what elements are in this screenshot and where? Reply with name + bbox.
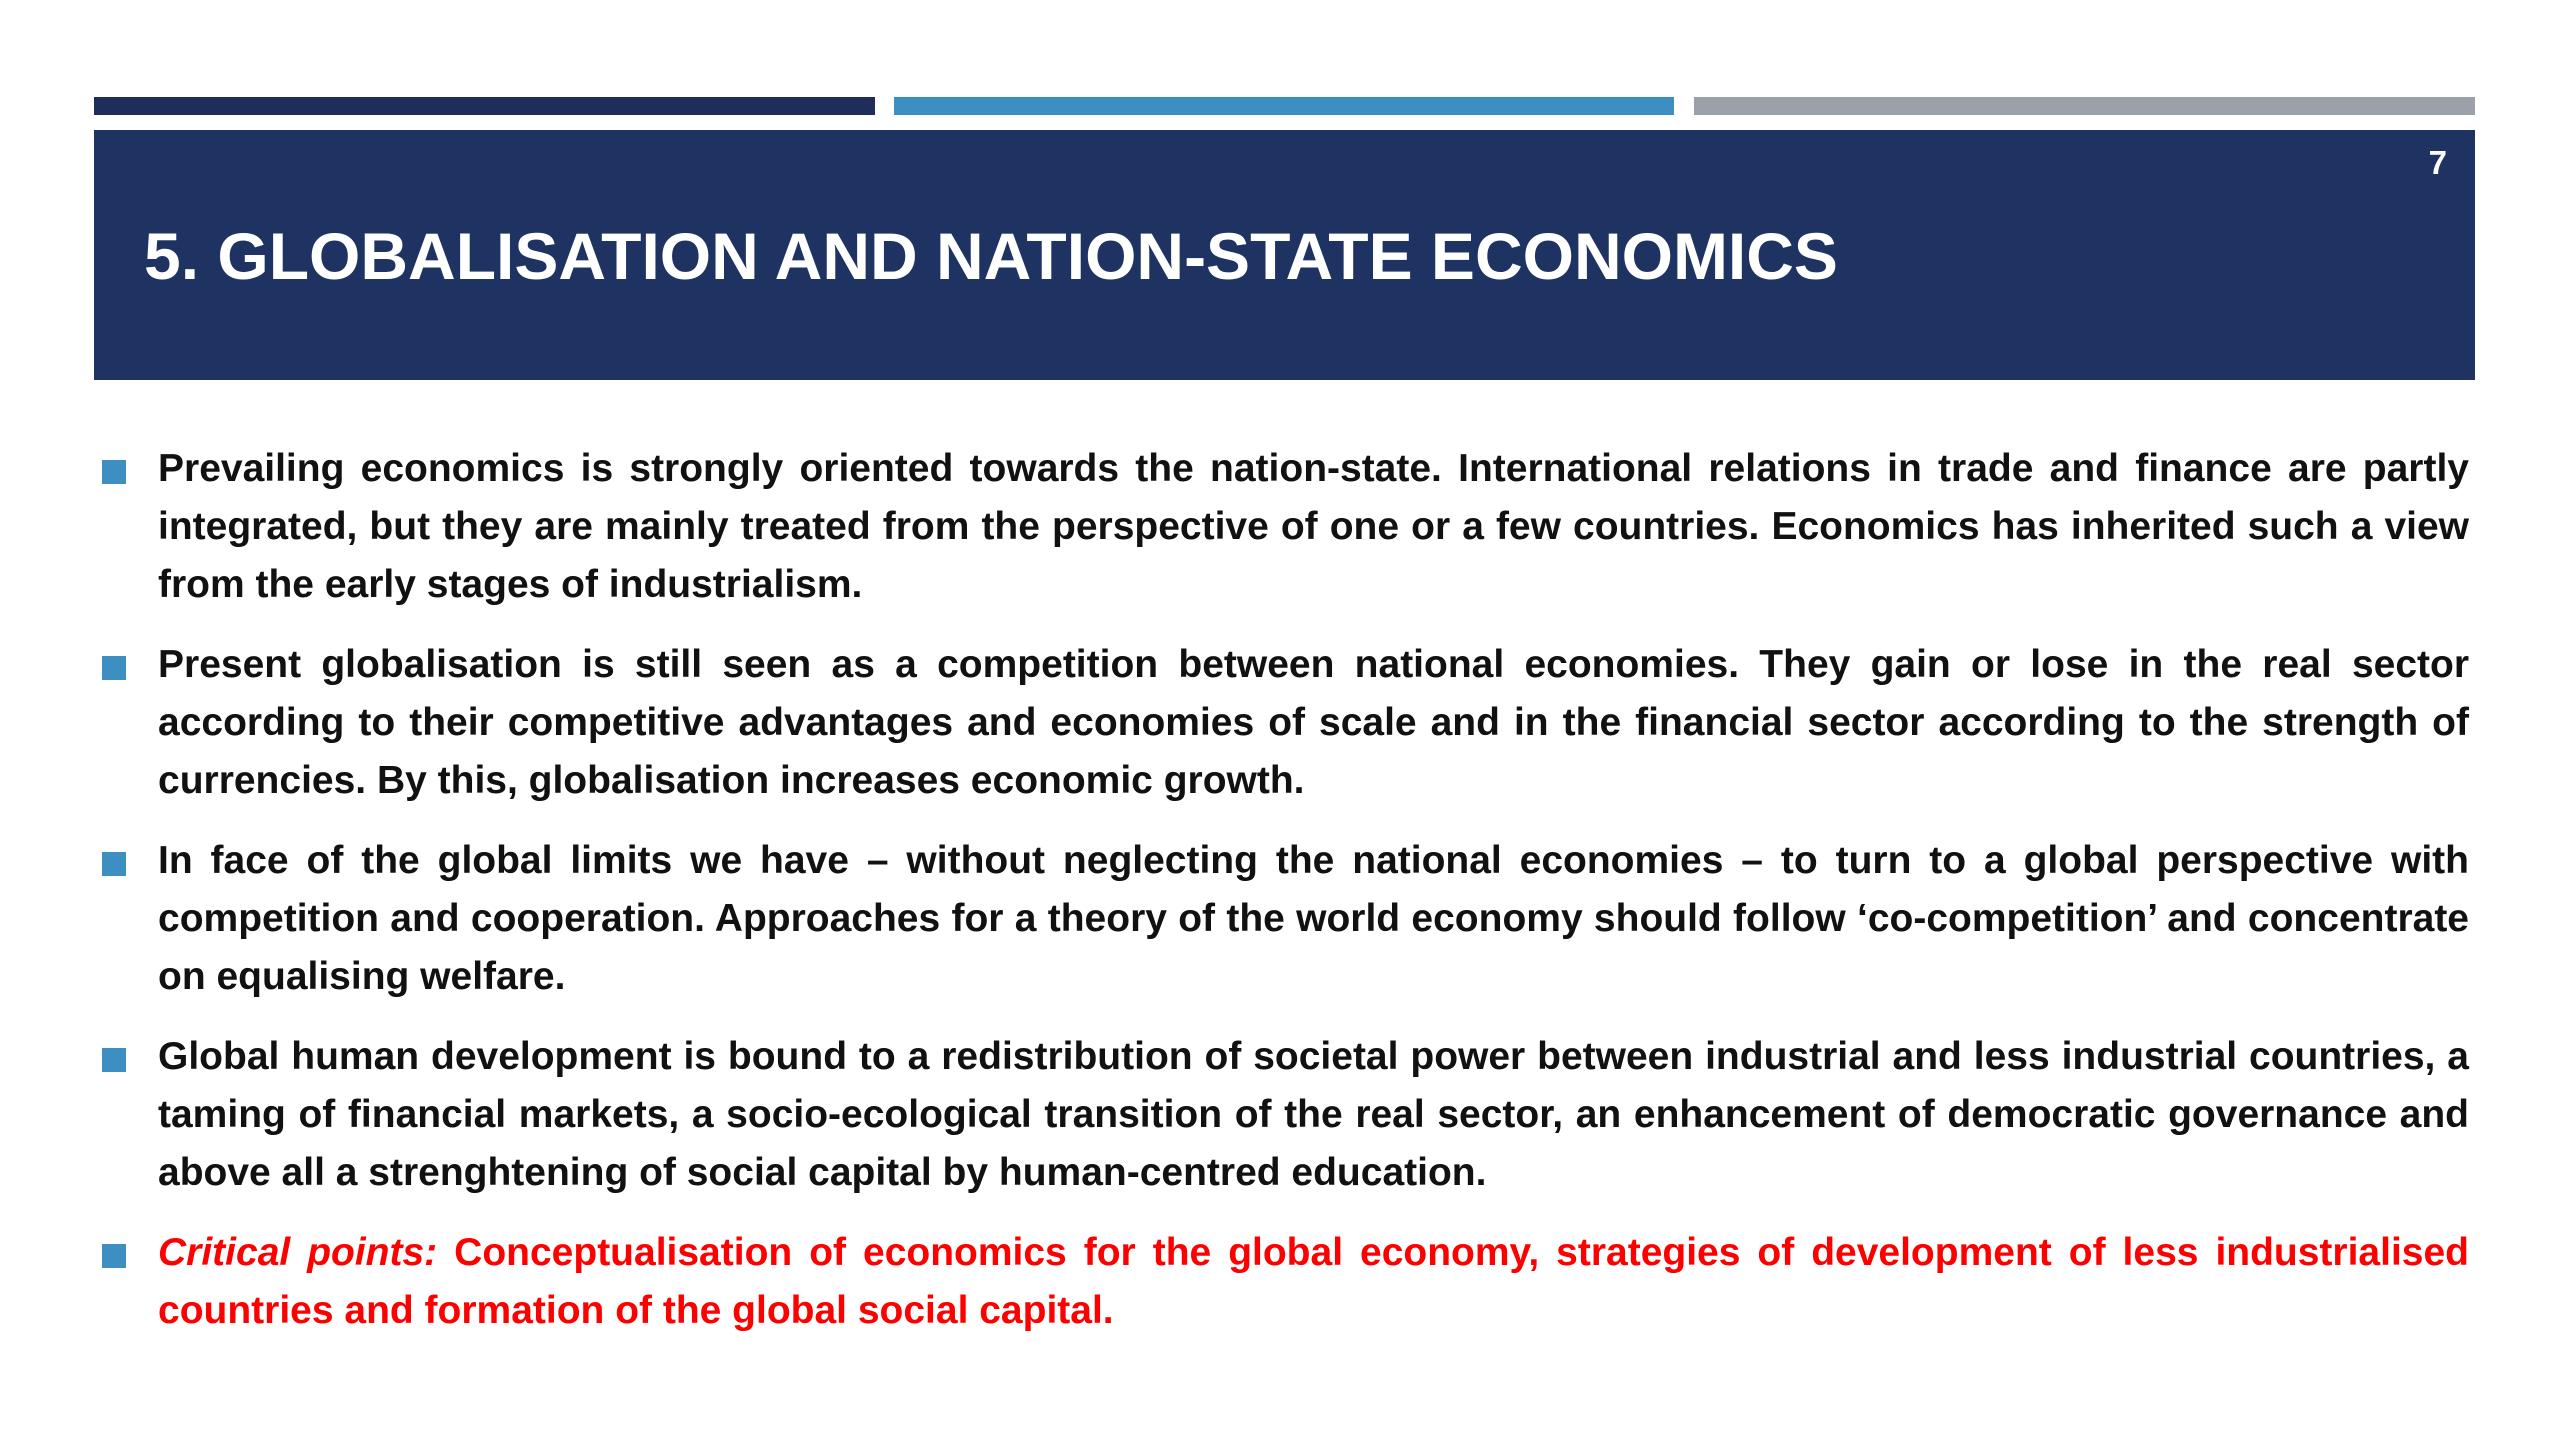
- critical-points-body: Conceptualisation of economics for the global economy, strategies of development of less industrialised countries and formation of the global social capital.: [158, 1231, 2469, 1332]
- bullet-square-icon: [102, 460, 126, 484]
- page-number: 7: [2428, 144, 2447, 181]
- bullet-item: [96, 832, 2469, 1006]
- bullet-item: [96, 1028, 2469, 1202]
- bullet-square-icon: [102, 1244, 126, 1268]
- bullet-square-icon: [102, 852, 126, 876]
- accent-bar-blue: [894, 97, 1674, 115]
- critical-points-text: [158, 1231, 2469, 1332]
- critical-points-item: [96, 1224, 2469, 1340]
- bullet-item: [96, 636, 2469, 810]
- accent-bar-dark: [94, 97, 875, 115]
- bullet-item: [96, 440, 2469, 614]
- bullet-text: In face of the global limits we have – without neglecting the national economies – to turn to a global perspective with competition and cooperation. Approaches for a theory of the world economy should follow ‘co-competition’ and concentrate on equalising welfare.: [158, 839, 2469, 998]
- bullet-list: [96, 440, 2469, 1362]
- slide-title: 5. GLOBALISATION AND NATION-STATE ECONOMICS: [144, 219, 1838, 293]
- accent-bar-gray: [1694, 97, 2475, 115]
- critical-points-label: Critical points:: [158, 1231, 438, 1274]
- bullet-text: Global human development is bound to a redistribution of societal power between industrial and less industrial countries, a taming of financial markets, a socio-ecological transition of the real sector, an enhancement of democratic governance and above all a strenghtening of social capital by human-centred education.: [158, 1035, 2469, 1194]
- bullet-square-icon: [102, 1048, 126, 1072]
- bullet-text: Prevailing economics is strongly oriented towards the nation-state. International relations in trade and finance are partly integrated, but they are mainly treated from the perspective of one or a few countries. Economics has inherited such a view from the early stages of industrialism.: [158, 447, 2469, 606]
- title-band: [94, 130, 2475, 380]
- bullet-square-icon: [102, 656, 126, 680]
- bullet-text: Present globalisation is still seen as a competition between national economies. They gain or lose in the real sector according to their competitive advantages and economies of scale and in the financial sector according to the strength of currencies. By this, globalisation increases economic growth.: [158, 643, 2469, 802]
